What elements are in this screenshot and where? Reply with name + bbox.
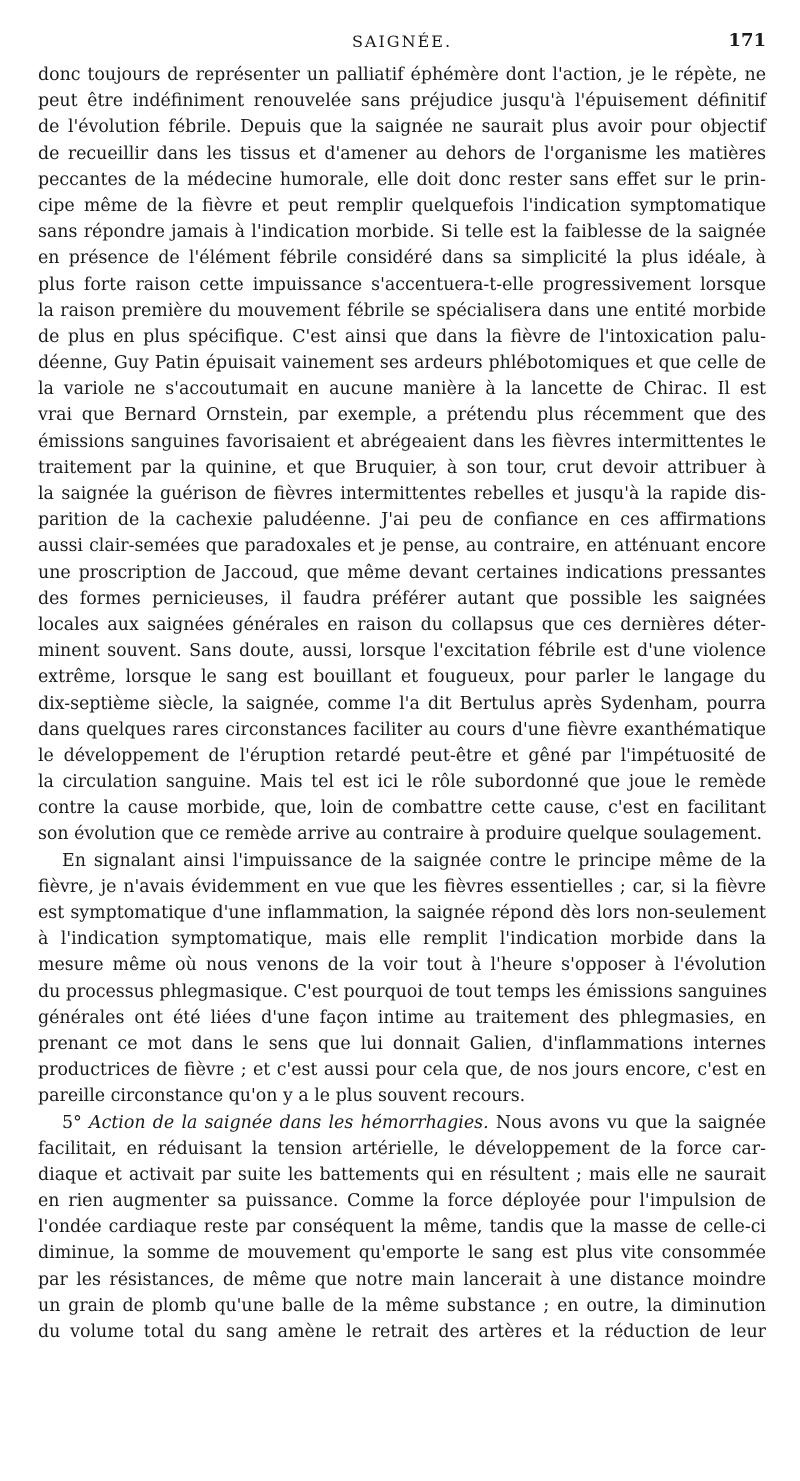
text-line: parition de la cachexie paludéenne. J'ai peu de confiance en ces affirmations	[38, 510, 766, 531]
text-line: mesure même où nous venons de la voir tout à l'heure s'opposer à l'évolution	[38, 955, 766, 976]
text-line: locales aux saignées générales en raison du collapsus que ces dernières déter-	[38, 614, 766, 635]
text-line: son évolution que ce remède arrive au contraire à produire quelque soulagement.	[38, 824, 762, 845]
section-number: 5°	[62, 1112, 82, 1133]
text-line: déenne, Guy Patin épuisait vainement ses ardeurs phlébotomiques et que celle de	[38, 353, 766, 374]
text-line: minent souvent. Sans doute, aussi, lorsque l'excitation fébrile est d'une violence	[38, 641, 766, 662]
text-line: prenant ce mot dans le sens que lui donnait Galien, d'inflammations internes	[38, 1033, 766, 1054]
paragraph	[38, 62, 766, 848]
paragraph	[38, 848, 766, 1110]
text-line	[38, 1110, 766, 1136]
text-line: l'ondée cardiaque reste par conséquent la même, tandis que la masse de celle-ci	[38, 1217, 766, 1238]
text-line: un grain de plomb qu'une balle de la même substance ; en outre, la diminution	[38, 1295, 766, 1316]
section-first-line-text: Nous avons vu que la saignée	[495, 1112, 767, 1133]
text-line: pareille circonstance qu'on y a le plus souvent recours.	[38, 1086, 526, 1107]
text-line: en présence de l'élément fébrile considéré dans sa simplicité la plus idéale, à	[38, 248, 766, 269]
page-number: 171	[728, 30, 766, 51]
text-line: aussi clair-semées que paradoxales et je pense, au contraire, en atténuant encore	[38, 536, 766, 557]
text-line: plus forte raison cette impuissance s'accentuera-t-elle progressivement lorsque	[38, 274, 766, 295]
text-line: émissions sanguines favorisaient et abrégeaient dans les fièvres intermittentes le	[38, 431, 766, 452]
text-line: de plus en plus spécifique. C'est ainsi que dans la fièvre de l'intoxication palu-	[38, 326, 766, 347]
text-line: la saignée la guérison de fièvres intermittentes rebelles et jusqu'à la rapide dis-	[38, 484, 766, 504]
text-line: facilitait, en réduisant la tension artérielle, le développement de la force car-	[38, 1138, 766, 1159]
text-line: la raison première du mouvement fébrile se spécialisera dans une entité morbide	[38, 300, 766, 321]
text-line: la circulation sanguine. Mais tel est ici le rôle subordonné que joue le remède	[38, 772, 766, 793]
text-line: donc toujours de représenter un palliatif éphémère dont l'action, je le répète, ne	[38, 65, 766, 85]
text-line: productrices de fièvre ; et c'est aussi pour cela que, de nos jours encore, c'est en	[38, 1060, 766, 1081]
text-line: cipe même de la fièvre et peut remplir quelquefois l'indication symptomatique	[38, 195, 766, 216]
text-line: diminue, la somme de mouvement qu'emporte le sang est plus vite consommée	[38, 1243, 766, 1264]
text-line: la variole ne s'accoutumait en aucune manière à la lancette de Chirac. Il est	[38, 379, 766, 400]
body-text	[38, 62, 766, 1345]
text-line: extrême, lorsque le sang est bouillant et fougueux, pour parler le langage du	[38, 667, 766, 688]
text-line: diaque et activait par suite les battements qui en résultent ; mais elle ne saurait	[38, 1164, 766, 1185]
paragraph	[38, 1110, 766, 1346]
text-line: peccantes de la médecine humorale, elle doit donc rester sans effet sur le prin-	[38, 169, 766, 190]
text-line: fièvre, je n'avais évidemment en vue que les fièvres essentielles ; car, si la fièvre	[38, 876, 766, 897]
text-line: En signalant ainsi l'impuissance de la saignée contre le principe même de la	[62, 850, 766, 871]
text-line: de l'évolution fébrile. Depuis que la saignée ne saurait plus avoir pour objectif	[38, 117, 766, 138]
text-line: dans quelques rares circonstances faciliter au cours d'une fièvre exanthématique	[38, 719, 766, 740]
text-line: une proscription de Jaccoud, que même devant certaines indications pressantes	[38, 562, 766, 583]
text-line: du processus phlegmasique. C'est pourquoi de tout temps les émissions sanguines	[38, 981, 767, 1002]
text-line: dix-septième siècle, la saignée, comme l'a dit Bertulus après Sydenham, pourra	[38, 693, 766, 714]
text-line: est symptomatique d'une inflammation, la saignée répond dès lors non-seulement	[38, 903, 766, 923]
text-line: vrai que Bernard Ornstein, par exemple, a prétendu plus récemment que des	[38, 405, 766, 426]
text-line: le développement de l'éruption retardé peut-être et gêné par l'impétuosité de	[38, 745, 766, 766]
text-line: du volume total du sang amène le retrait des artères et la réduction de leur	[38, 1322, 766, 1342]
text-line: générales ont été liées d'une façon intime au traitement des phlegmasies, en	[38, 1007, 766, 1028]
book-page	[38, 30, 766, 1460]
text-line: sans répondre jamais à l'indication morbide. Si telle est la faiblesse de la saignée	[38, 222, 766, 243]
text-line: traitement par la quinine, et que Bruquier, à son tour, crut devoir attribuer à	[38, 457, 766, 478]
text-line: peut être indéfiniment renouvelée sans préjudice jusqu'à l'épuisement définitif	[38, 91, 766, 112]
running-head	[38, 30, 766, 60]
text-line: par les résistances, de même que notre main lancerait à une distance moindre	[38, 1269, 766, 1290]
text-line: des formes pernicieuses, il faudra préférer autant que possible les saignées	[38, 588, 766, 609]
section-title: Action de la saignée dans les hémorrhagies.	[89, 1112, 489, 1133]
running-title: SAIGNÉE.	[351, 32, 453, 51]
text-line: contre la cause morbide, que, loin de combattre cette cause, c'est en facilitant	[38, 798, 766, 819]
text-line: en rien augmenter sa puissance. Comme la force déployée pour l'impulsion de	[38, 1191, 766, 1212]
text-line: de recueillir dans les tissus et d'amener au dehors de l'organisme les matières	[38, 143, 766, 164]
text-line: à l'indication symptomatique, mais elle remplit l'indication morbide dans la	[38, 929, 766, 950]
